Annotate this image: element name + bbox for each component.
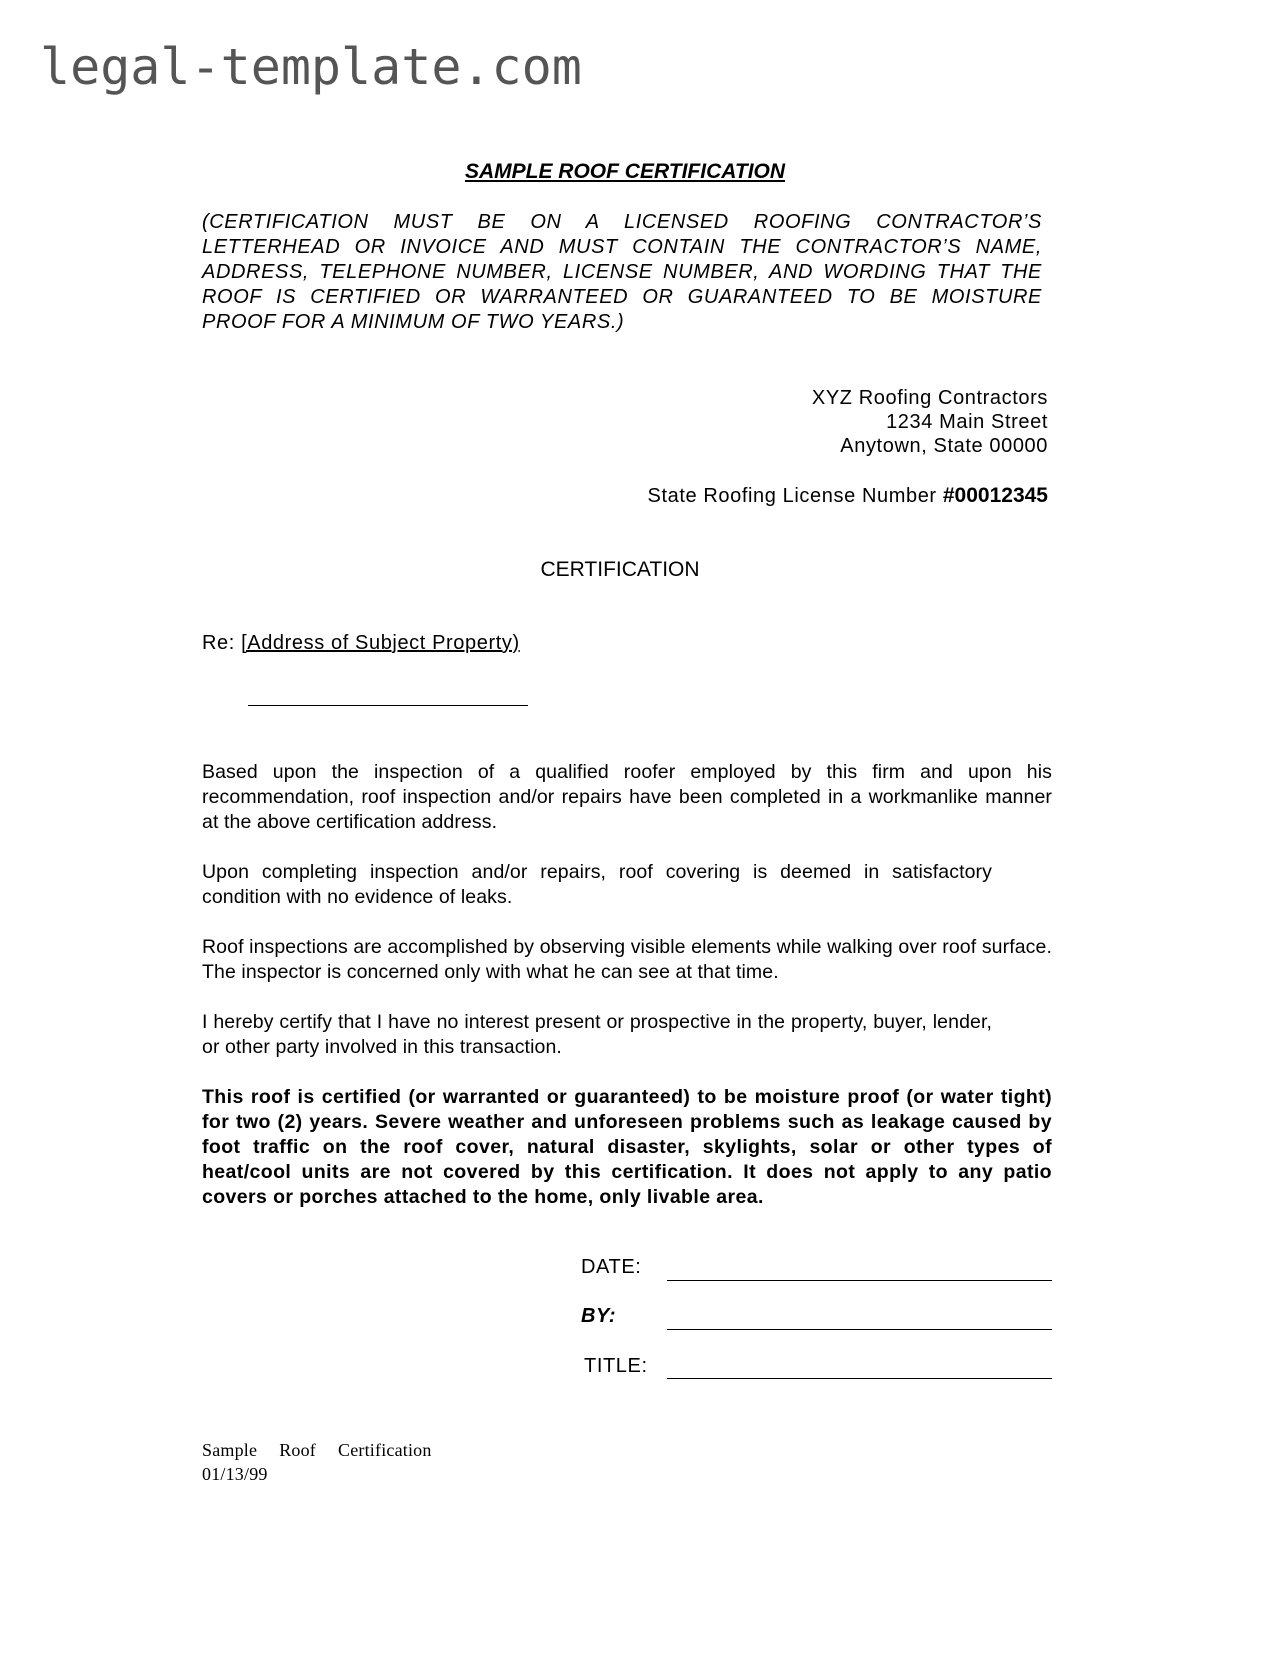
paragraph-interest: I hereby certify that I have no interest present or prospective in the property, buyer, lender, or other party involved in this transaction. — [202, 1011, 992, 1058]
license-line — [648, 484, 1048, 508]
footer-word: Roof — [279, 1440, 317, 1460]
by-signature-line — [667, 1329, 1052, 1330]
contractor-block — [812, 386, 1048, 458]
title-label: TITLE: — [584, 1355, 648, 1377]
re-label: Re: — [202, 632, 235, 654]
footer-date: 01/13/99 — [202, 1464, 268, 1484]
address-blank-line — [248, 705, 528, 706]
footer-word: Sample — [202, 1440, 258, 1460]
footer-word: Certification — [338, 1440, 432, 1460]
re-line — [202, 632, 520, 655]
site-watermark: legal-template.com — [40, 38, 582, 96]
license-number: #00012345 — [942, 484, 1048, 507]
document-title: SAMPLE ROOF CERTIFICATION — [464, 160, 786, 183]
date-signature-line — [667, 1280, 1052, 1281]
paragraph-condition: Upon completing inspection and/or repairs, roof covering is deemed in satisfactory condition with no evidence of leaks. — [202, 861, 992, 908]
license-label: State Roofing License Number — [647, 485, 937, 507]
title-signature-line — [667, 1378, 1052, 1379]
paragraph-inspection: Based upon the inspection of a qualified roofer employed by this firm and upon his recommendation, roof inspection and/or repairs have been completed in a workmanlike manner at the above certification address. — [202, 761, 1052, 833]
subject-property-address: [Address of Subject Property) — [241, 632, 520, 654]
footer — [202, 1438, 432, 1486]
footer-title — [202, 1438, 432, 1462]
certification-heading: CERTIFICATION — [540, 558, 700, 581]
contractor-name: XYZ Roofing Contractors — [811, 387, 1048, 409]
warranty-paragraph: This roof is certified (or warranted or guaranteed) to be moisture proof (or water tight) for two (2) years. Severe weather and unforeseen problems such as leakage caused by foot traffic on the roof cover, natural disaster, skylights, solar or other types of heat/cool units are not covered by this certification. It does not apply to any patio covers or porches attached to the home, only livable area. — [202, 1086, 1052, 1208]
contractor-city: Anytown, State 00000 — [840, 435, 1048, 457]
instructions-text: (CERTIFICATION MUST BE ON A LICENSED ROOFING CONTRACTOR’S LETTERHEAD OR INVOICE AND MUST CONTAIN THE CONTRACTOR’S NAME, ADDRESS, TELEPHONE NUMBER, LICENSE NUMBER, AND WORDING THAT THE ROOF IS CERTIFIED OR WARRANTEED OR GUARANTEED TO BE MOISTURE PROOF FOR A MINIMUM OF TWO YEARS.) — [202, 211, 1042, 333]
contractor-street: 1234 Main Street — [886, 411, 1048, 433]
date-label: DATE: — [581, 1256, 642, 1278]
paragraph-method: Roof inspections are accomplished by observing visible elements while walking over roof surface. The inspector is concerned only with what he can see at that time. — [202, 936, 1052, 983]
by-label: BY: — [581, 1305, 617, 1327]
